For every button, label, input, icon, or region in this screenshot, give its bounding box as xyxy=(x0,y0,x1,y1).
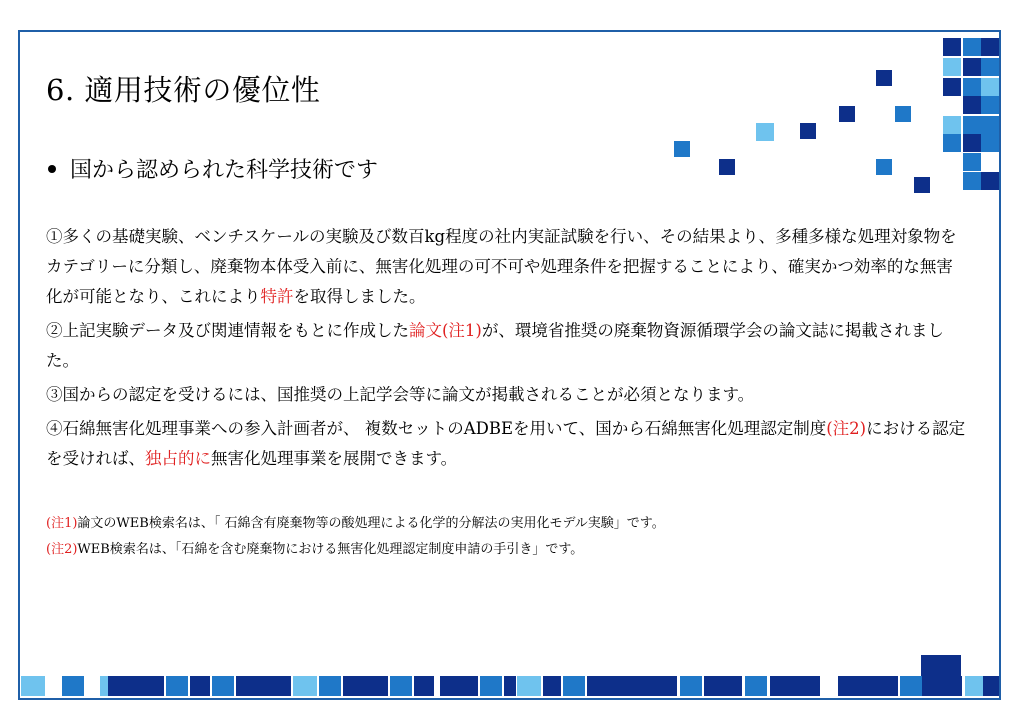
paragraph-2-text: ②上記実験データ及び関連情報をもとに作成した xyxy=(46,321,409,340)
paper-note-highlight: 論文(注1) xyxy=(409,321,482,340)
paragraph-4 xyxy=(46,414,966,474)
paragraph-1-end: を取得しました。 xyxy=(293,287,426,306)
bullet-dot-icon xyxy=(48,165,56,173)
bullet-heading xyxy=(48,153,378,184)
paragraph-4-end: 無害化処理事業を展開できます。 xyxy=(211,449,458,468)
paragraph-3 xyxy=(46,380,966,410)
exclusive-highlight: 独占的に xyxy=(145,449,211,468)
bullet-text: 国から認められた科学技術です xyxy=(70,158,379,183)
body-text xyxy=(46,222,966,478)
footnote-1-label: (注1) xyxy=(46,516,78,531)
footnote-2-label: (注2) xyxy=(46,542,78,557)
paragraph-1-text: ①多くの基礎実験、ベンチスケールの実験及び数百kg程度の社内実証試験を行い、その結果より、多種多様な処理対象物をカテゴリーに分類し、廃棄物本体受入前に、無害化処理の可不可や処理条件を把握することにより、確実かつ効率的な無害化が可能となり、これにより xyxy=(46,227,957,306)
footnotes xyxy=(46,512,966,564)
paragraph-3-text: ③国からの認定を受けるには、国推奨の上記学会等に論文が掲載されることが必須となります。 xyxy=(46,385,755,404)
footnote-2-text: WEB検索名は、「石綿を含む廃棄物における無害化処理認定制度申請の手引き」です。 xyxy=(77,542,584,557)
paragraph-1 xyxy=(46,222,966,312)
paragraph-4-text: ④石綿無害化処理事業への参入計画者が、 複数セットのADBEを用いて、国から石綿無害化処理認定制度 xyxy=(46,419,827,438)
note2-highlight: (注2) xyxy=(826,419,867,438)
patent-highlight: 特許 xyxy=(260,287,294,306)
paragraph-2 xyxy=(46,316,966,376)
slide-title: 6. 適用技術の優位性 xyxy=(46,73,321,107)
footnote-1 xyxy=(46,512,966,536)
footnote-2 xyxy=(46,538,966,562)
paragraph-2-end: が、環境省推奨の廃棄物資源循環学会の論文誌に掲載されました。 xyxy=(46,321,944,370)
footnote-1-text: 論文のWEB検索名は、「 石綿含有廃棄物等の酸処理による化学的分解法の実用化モデル実験」です。 xyxy=(77,516,665,531)
paragraph-4-mid: における認定を受ければ、 xyxy=(46,419,966,468)
